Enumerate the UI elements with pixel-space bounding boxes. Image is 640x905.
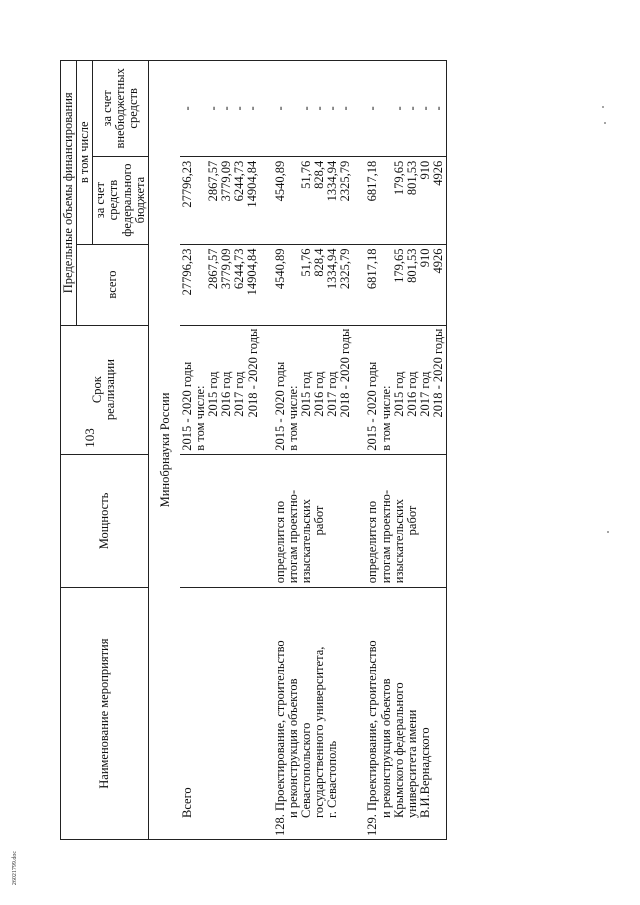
page-number: 103 xyxy=(82,428,97,448)
scan-speck xyxy=(604,122,606,124)
row-name: 128. Проектирование, строительство и реконструкция объектов Севастопольского государственного университета, г. Севастополь xyxy=(273,588,354,840)
table-body xyxy=(148,61,446,840)
header-including: в том числе xyxy=(77,61,93,245)
table-row xyxy=(365,61,446,840)
rotated-page-area xyxy=(60,60,590,840)
row-extrabudget: - - - - - xyxy=(180,61,261,157)
document-code: 26021799.doc xyxy=(12,850,19,886)
row-capacity xyxy=(180,454,261,588)
header-extrabudget: за счет внебюджетных средств xyxy=(93,61,149,157)
row-term: 2015 - 2020 годы в том числе: 2015 год 2016 год 2017 год 2018 - 2020 годы xyxy=(180,325,261,454)
row-total: 27796,23 2867,57 3779,09 6244,73 14904,84 xyxy=(180,244,261,325)
row-gap xyxy=(353,61,365,840)
financing-table xyxy=(60,60,447,840)
header-term: Срок реализации xyxy=(61,325,149,454)
row-name: 129. Проектирование, строительство и реконструкция объектов Крымского федерального университета имени В.И.Вернадского xyxy=(365,588,446,840)
row-extrabudget: - - - - - xyxy=(365,61,446,157)
header-federal: за счет средств федерального бюджета xyxy=(93,156,149,244)
ministry-name: Минобрнауки России xyxy=(148,61,180,840)
row-term: 2015 - 2020 годы в том числе: 2015 год 2016 год 2017 год 2018 - 2020 годы xyxy=(365,325,446,454)
row-federal: 6817,18 179,65 801,53 910 4926 xyxy=(365,156,446,244)
table-row xyxy=(273,61,354,840)
ministry-row xyxy=(148,61,180,840)
row-federal: 4540,89 51,76 828,4 1334,94 2325,79 xyxy=(273,156,354,244)
row-name: Всего xyxy=(180,588,261,840)
row-federal: 27796,23 2867,57 3779,09 6244,73 14904,84 xyxy=(180,156,261,244)
scan-speck xyxy=(602,106,604,108)
row-gap xyxy=(261,61,273,840)
header-total: всего xyxy=(77,244,149,325)
rotated-table-container xyxy=(60,60,590,840)
header-funding-group: Предельные объемы финансирования xyxy=(61,61,77,326)
row-total: 4540,89 51,76 828,4 1334,94 2325,79 xyxy=(273,244,354,325)
row-term: 2015 - 2020 годы в том числе: 2015 год 2016 год 2017 год 2018 - 2020 годы xyxy=(273,325,354,454)
header-capacity: Мощность xyxy=(61,454,149,588)
row-total: 6817,18 179,65 801,53 910 4926 xyxy=(365,244,446,325)
row-extrabudget: - - - - - xyxy=(273,61,354,157)
scan-speck xyxy=(607,531,609,533)
table-row xyxy=(180,61,261,840)
header-name: Наименование мероприятия xyxy=(61,588,149,840)
table-header xyxy=(61,61,149,840)
row-capacity: определится по итогам проектно- изыскательских работ xyxy=(273,454,354,588)
row-capacity: определится по итогам проектно- изыскательских работ xyxy=(365,454,446,588)
